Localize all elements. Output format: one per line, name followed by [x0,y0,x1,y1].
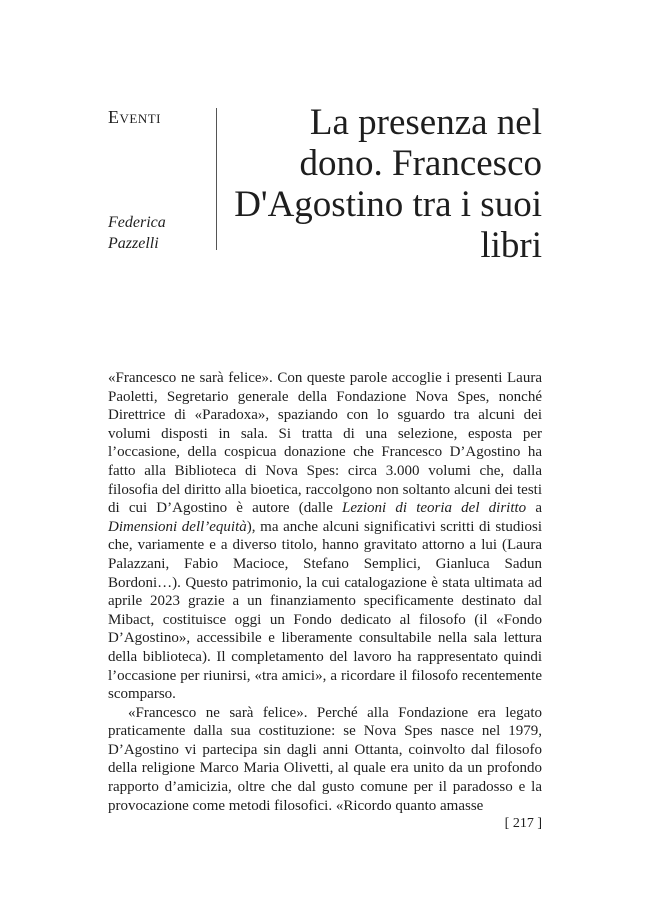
article-title: La presenza nel dono. Francesco D'Agostino tra i suoi libri [234,102,542,266]
paragraph-1-text-b: a [526,500,542,517]
paragraph-1-text-a: «Francesco ne sarà felice». Con queste parole accoglie i presenti Laura Paoletti, Segretario generale della Fondazione Nova Spes, nonché Direttrice di «Paradoxa», spaziando con lo sguardo tra alcuni dei volumi disposti in sala. Si tratta di una selezione, esposta per l’occasione, della cospicua donazione che Francesco D’Agostino ha fatto alla Biblioteca di Nova Spes: circa 3.000 volumi che, dalla filosofia del diritto alla bioetica, raccolgono non soltanto alcuni dei testi di cui D’Agostino è autore (dalle [108,370,542,517]
author-first-name: Federica [108,214,166,231]
paragraph-2: «Francesco ne sarà felice». Perché alla Fondazione era legato praticamente dalla sua costituzione: se Nova Spes nasce nel 1979, D’Agostino vi partecipa sin dagli anni Ottanta, coinvolto dal filosofo della religione Marco Maria Olivetti, al quale era unito da un profondo rapporto d’amicizia, oltre che dal gusto comune per il paradosso e la provocazione come metodi filosofici. «Ricordo quanto amasse [108,704,542,814]
article-body [108,369,542,815]
page-number: [ 217 ] [504,816,542,831]
vertical-divider [216,108,217,250]
paragraph-1 [108,369,542,704]
author-last-name: Pazzelli [108,235,159,252]
section-label: Eventi [108,107,161,127]
paragraph-1-text-c: ), ma anche alcuni significativi scritti di studiosi che, variamente e a diverso titolo, hanno gravitato attorno a lui (Laura Palazzani, Fabio Macioce, Stefano Semplici, Gianluca Sadun Bordoni…). Questo patrimonio, la cui catalogazione è stata ultimata ad aprile 2023 grazie a un finanziamento specificamente destinato dal Mibact, costituisce oggi un Fondo dedicato al filosofo (il «Fondo D’Agostino», accessibile e liberamente consultabile nella sala lettura della biblioteca). Il completamento del lavoro ha rappresentato quindi l’occasione per riunirsi, «tra amici», a ricordare il filosofo recentemente scomparso. [108,518,542,703]
book-title-dimensioni: Dimensioni dell’equità [108,518,247,535]
book-title-lezioni: Lezioni di teoria del diritto [342,500,527,517]
author-name [108,212,166,254]
